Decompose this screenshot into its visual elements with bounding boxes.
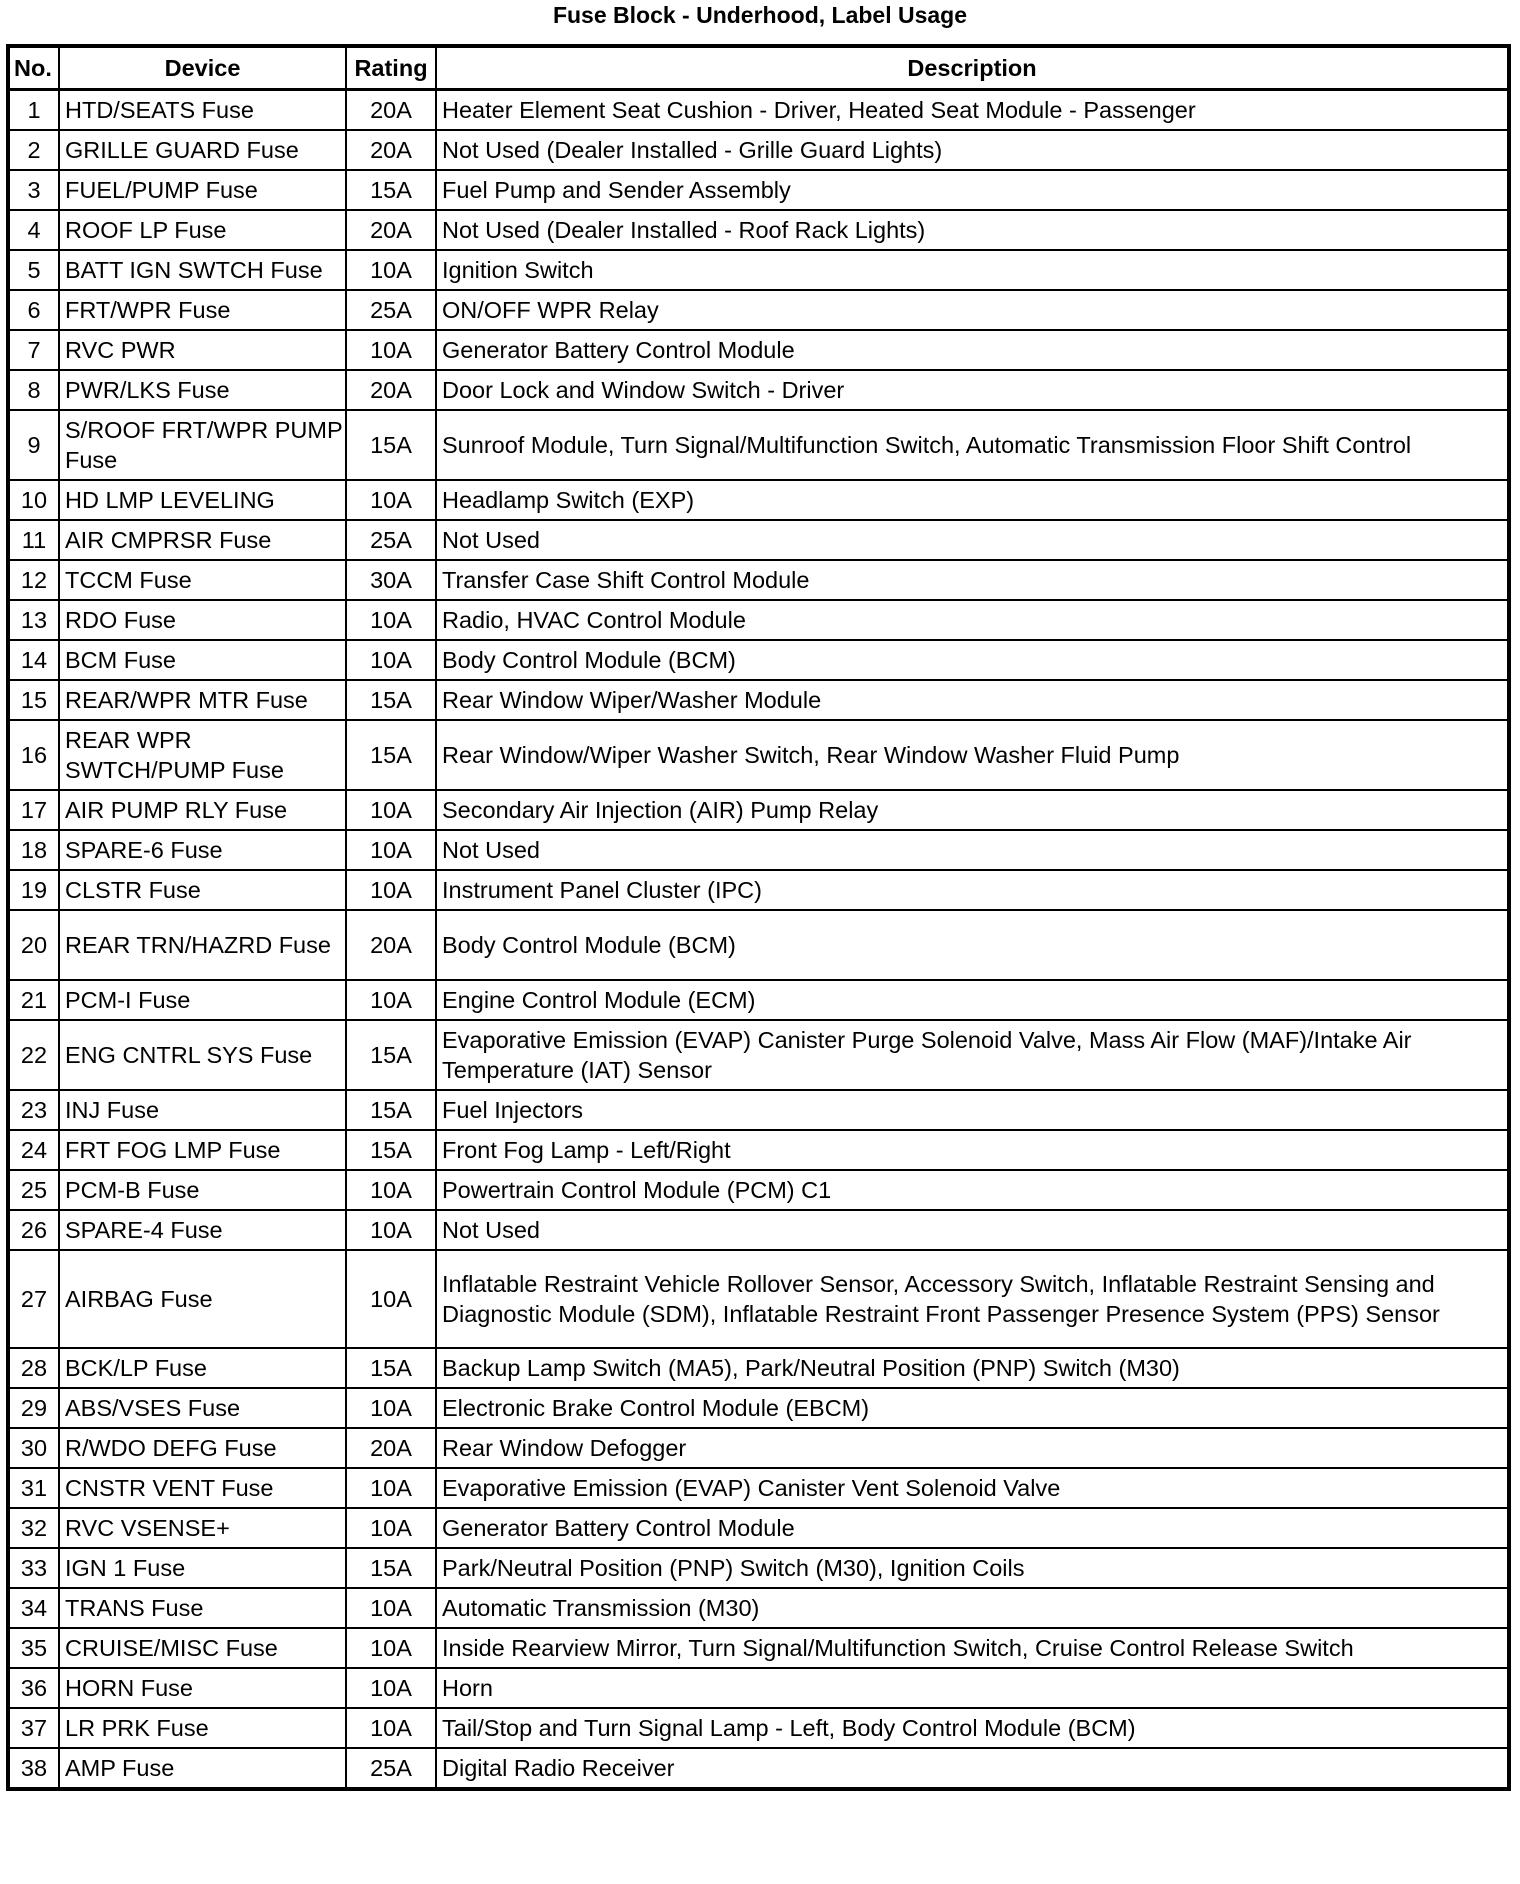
fuse-device: IGN 1 Fuse	[59, 1548, 346, 1588]
fuse-description: Rear Window Wiper/Washer Module	[436, 680, 1509, 720]
fuse-number: 30	[8, 1428, 59, 1468]
fuse-device: REAR WPR SWTCH/PUMP Fuse	[59, 720, 346, 790]
fuse-number: 23	[8, 1090, 59, 1130]
fuse-rating: 10A	[346, 1468, 436, 1508]
fuse-number: 36	[8, 1668, 59, 1708]
table-row	[8, 1708, 1509, 1748]
fuse-device: REAR/WPR MTR Fuse	[59, 680, 346, 720]
fuse-rating: 15A	[346, 1348, 436, 1388]
fuse-number: 26	[8, 1210, 59, 1250]
table-row	[8, 170, 1509, 210]
fuse-rating: 10A	[346, 1210, 436, 1250]
fuse-device: BCK/LP Fuse	[59, 1348, 346, 1388]
table-row	[8, 1090, 1509, 1130]
fuse-rating: 10A	[346, 830, 436, 870]
fuse-description: Rear Window Defogger	[436, 1428, 1509, 1468]
fuse-rating: 10A	[346, 480, 436, 520]
fuse-description: Evaporative Emission (EVAP) Canister Vent Solenoid Valve	[436, 1468, 1509, 1508]
table-row	[8, 1170, 1509, 1210]
table-row	[8, 410, 1509, 480]
table-row	[8, 680, 1509, 720]
table-row	[8, 520, 1509, 560]
fuse-number: 35	[8, 1628, 59, 1668]
table-row	[8, 1628, 1509, 1668]
fuse-description: Fuel Pump and Sender Assembly	[436, 170, 1509, 210]
fuse-device: CNSTR VENT Fuse	[59, 1468, 346, 1508]
fuse-number: 2	[8, 130, 59, 170]
fuse-description: Instrument Panel Cluster (IPC)	[436, 870, 1509, 910]
fuse-number: 19	[8, 870, 59, 910]
fuse-description: Not Used	[436, 830, 1509, 870]
table-row	[8, 1020, 1509, 1090]
fuse-device: S/ROOF FRT/WPR PUMP Fuse	[59, 410, 346, 480]
fuse-rating: 20A	[346, 210, 436, 250]
fuse-description: Not Used (Dealer Installed - Roof Rack Lights)	[436, 210, 1509, 250]
fuse-number: 14	[8, 640, 59, 680]
fuse-rating: 25A	[346, 520, 436, 560]
fuse-rating: 15A	[346, 680, 436, 720]
fuse-device: HTD/SEATS Fuse	[59, 90, 346, 131]
table-row	[8, 1210, 1509, 1250]
table-row	[8, 1130, 1509, 1170]
fuse-number: 21	[8, 980, 59, 1020]
table-row	[8, 130, 1509, 170]
fuse-description: Transfer Case Shift Control Module	[436, 560, 1509, 600]
fuse-number: 24	[8, 1130, 59, 1170]
fuse-number: 34	[8, 1588, 59, 1628]
table-row	[8, 90, 1509, 131]
fuse-number: 15	[8, 680, 59, 720]
fuse-rating: 10A	[346, 870, 436, 910]
fuse-description: Headlamp Switch (EXP)	[436, 480, 1509, 520]
fuse-number: 4	[8, 210, 59, 250]
fuse-description: Sunroof Module, Turn Signal/Multifunction Switch, Automatic Transmission Floor Shift Control	[436, 410, 1509, 480]
table-row	[8, 1588, 1509, 1628]
fuse-number: 16	[8, 720, 59, 790]
fuse-description: Door Lock and Window Switch - Driver	[436, 370, 1509, 410]
fuse-description: Body Control Module (BCM)	[436, 640, 1509, 680]
fuse-number: 5	[8, 250, 59, 290]
fuse-number: 13	[8, 600, 59, 640]
fuse-number: 25	[8, 1170, 59, 1210]
fuse-rating: 10A	[346, 1250, 436, 1348]
fuse-device: FUEL/PUMP Fuse	[59, 170, 346, 210]
table-row	[8, 1250, 1509, 1348]
table-row	[8, 1468, 1509, 1508]
fuse-rating: 25A	[346, 1748, 436, 1789]
fuse-description: Not Used (Dealer Installed - Grille Guard Lights)	[436, 130, 1509, 170]
fuse-description: Inflatable Restraint Vehicle Rollover Sensor, Accessory Switch, Inflatable Restraint Sensing and Diagnostic Module (SDM), Inflatable Restraint Front Passenger Presence System (PPS) Sensor	[436, 1250, 1509, 1348]
fuse-rating: 10A	[346, 790, 436, 830]
fuse-device: FRT FOG LMP Fuse	[59, 1130, 346, 1170]
fuse-rating: 25A	[346, 290, 436, 330]
fuse-device: AIRBAG Fuse	[59, 1250, 346, 1348]
table-row	[8, 480, 1509, 520]
fuse-description: Radio, HVAC Control Module	[436, 600, 1509, 640]
fuse-rating: 10A	[346, 600, 436, 640]
table-row	[8, 870, 1509, 910]
fuse-device: PCM-B Fuse	[59, 1170, 346, 1210]
fuse-rating: 10A	[346, 1508, 436, 1548]
fuse-device: BCM Fuse	[59, 640, 346, 680]
table-row	[8, 210, 1509, 250]
fuse-device: TRANS Fuse	[59, 1588, 346, 1628]
fuse-device: TCCM Fuse	[59, 560, 346, 600]
fuse-description: Not Used	[436, 1210, 1509, 1250]
table-row	[8, 1548, 1509, 1588]
table-row	[8, 290, 1509, 330]
fuse-rating: 20A	[346, 90, 436, 131]
fuse-device: RDO Fuse	[59, 600, 346, 640]
fuse-rating: 10A	[346, 1170, 436, 1210]
fuse-device: CLSTR Fuse	[59, 870, 346, 910]
fuse-rating: 15A	[346, 170, 436, 210]
fuse-rating: 15A	[346, 410, 436, 480]
fuse-number: 8	[8, 370, 59, 410]
fuse-device: R/WDO DEFG Fuse	[59, 1428, 346, 1468]
fuse-rating: 10A	[346, 1628, 436, 1668]
fuse-number: 33	[8, 1548, 59, 1588]
fuse-number: 29	[8, 1388, 59, 1428]
table-row	[8, 1508, 1509, 1548]
fuse-description: Generator Battery Control Module	[436, 330, 1509, 370]
fuse-description: Park/Neutral Position (PNP) Switch (M30), Ignition Coils	[436, 1548, 1509, 1588]
fuse-number: 20	[8, 910, 59, 980]
table-header-row	[8, 46, 1509, 90]
fuse-rating: 10A	[346, 1388, 436, 1428]
fuse-description: Front Fog Lamp - Left/Right	[436, 1130, 1509, 1170]
fuse-device: CRUISE/MISC Fuse	[59, 1628, 346, 1668]
fuse-number: 38	[8, 1748, 59, 1789]
fuse-description: Horn	[436, 1668, 1509, 1708]
table-row	[8, 1748, 1509, 1789]
fuse-rating: 20A	[346, 130, 436, 170]
fuse-device: HD LMP LEVELING	[59, 480, 346, 520]
table-row	[8, 600, 1509, 640]
table-body	[8, 90, 1509, 1790]
fuse-number: 3	[8, 170, 59, 210]
fuse-device: AIR PUMP RLY Fuse	[59, 790, 346, 830]
fuse-description: Inside Rearview Mirror, Turn Signal/Multifunction Switch, Cruise Control Release Switch	[436, 1628, 1509, 1668]
column-header-device: Device	[59, 46, 346, 90]
column-header-no: No.	[8, 46, 59, 90]
fuse-number: 10	[8, 480, 59, 520]
fuse-number: 37	[8, 1708, 59, 1748]
fuse-rating: 20A	[346, 1428, 436, 1468]
table-row	[8, 980, 1509, 1020]
fuse-device: BATT IGN SWTCH Fuse	[59, 250, 346, 290]
fuse-rating: 15A	[346, 720, 436, 790]
fuse-description: Backup Lamp Switch (MA5), Park/Neutral Position (PNP) Switch (M30)	[436, 1348, 1509, 1388]
fuse-device: ENG CNTRL SYS Fuse	[59, 1020, 346, 1090]
fuse-number: 18	[8, 830, 59, 870]
fuse-number: 1	[8, 90, 59, 131]
fuse-description: Heater Element Seat Cushion - Driver, Heated Seat Module - Passenger	[436, 90, 1509, 131]
fuse-number: 28	[8, 1348, 59, 1388]
fuse-number: 17	[8, 790, 59, 830]
fuse-device: ROOF LP Fuse	[59, 210, 346, 250]
fuse-description: Rear Window/Wiper Washer Switch, Rear Window Washer Fluid Pump	[436, 720, 1509, 790]
fuse-description: Automatic Transmission (M30)	[436, 1588, 1509, 1628]
table-row	[8, 910, 1509, 980]
fuse-device: PWR/LKS Fuse	[59, 370, 346, 410]
fuse-device: AIR CMPRSR Fuse	[59, 520, 346, 560]
fuse-rating: 15A	[346, 1090, 436, 1130]
table-row	[8, 640, 1509, 680]
fuse-description: Not Used	[436, 520, 1509, 560]
fuse-description: Digital Radio Receiver	[436, 1748, 1509, 1789]
table-row	[8, 790, 1509, 830]
fuse-description: Ignition Switch	[436, 250, 1509, 290]
fuse-rating: 10A	[346, 330, 436, 370]
column-header-description: Description	[436, 46, 1509, 90]
page-title: Fuse Block - Underhood, Label Usage	[552, 2, 968, 28]
table-row	[8, 720, 1509, 790]
fuse-device: RVC PWR	[59, 330, 346, 370]
fuse-number: 27	[8, 1250, 59, 1348]
table-row	[8, 560, 1509, 600]
fuse-description: Fuel Injectors	[436, 1090, 1509, 1130]
column-header-rating: Rating	[346, 46, 436, 90]
fuse-device: GRILLE GUARD Fuse	[59, 130, 346, 170]
fuse-rating: 10A	[346, 640, 436, 680]
fuse-rating: 10A	[346, 1708, 436, 1748]
fuse-device: FRT/WPR Fuse	[59, 290, 346, 330]
fuse-rating: 20A	[346, 370, 436, 410]
fuse-rating: 20A	[346, 910, 436, 980]
table-row	[8, 370, 1509, 410]
fuse-device: RVC VSENSE+	[59, 1508, 346, 1548]
fuse-number: 32	[8, 1508, 59, 1548]
fuse-device: ABS/VSES Fuse	[59, 1388, 346, 1428]
fuse-description: Engine Control Module (ECM)	[436, 980, 1509, 1020]
fuse-device: LR PRK Fuse	[59, 1708, 346, 1748]
fuse-rating: 10A	[346, 1588, 436, 1628]
fuse-rating: 15A	[346, 1548, 436, 1588]
table-row	[8, 250, 1509, 290]
table-row	[8, 1668, 1509, 1708]
fuse-number: 6	[8, 290, 59, 330]
fuse-rating: 10A	[346, 1668, 436, 1708]
table-row	[8, 1388, 1509, 1428]
fuse-description: Evaporative Emission (EVAP) Canister Purge Solenoid Valve, Mass Air Flow (MAF)/Intake Air Temperature (IAT) Sensor	[436, 1020, 1509, 1090]
fuse-number: 9	[8, 410, 59, 480]
fuse-description: Secondary Air Injection (AIR) Pump Relay	[436, 790, 1509, 830]
table-row	[8, 1348, 1509, 1388]
fuse-description: Tail/Stop and Turn Signal Lamp - Left, Body Control Module (BCM)	[436, 1708, 1509, 1748]
fuse-rating: 10A	[346, 250, 436, 290]
fuse-device: SPARE-6 Fuse	[59, 830, 346, 870]
fuse-description: Electronic Brake Control Module (EBCM)	[436, 1388, 1509, 1428]
fuse-device: SPARE-4 Fuse	[59, 1210, 346, 1250]
fuse-rating: 15A	[346, 1130, 436, 1170]
fuse-rating: 15A	[346, 1020, 436, 1090]
fuse-rating: 30A	[346, 560, 436, 600]
fuse-device: AMP Fuse	[59, 1748, 346, 1789]
table-row	[8, 330, 1509, 370]
fuse-device: PCM-I Fuse	[59, 980, 346, 1020]
fuse-description: Body Control Module (BCM)	[436, 910, 1509, 980]
fuse-device: HORN Fuse	[59, 1668, 346, 1708]
fuse-rating: 10A	[346, 980, 436, 1020]
table-row	[8, 1428, 1509, 1468]
fuse-number: 7	[8, 330, 59, 370]
table-row	[8, 830, 1509, 870]
fuse-number: 12	[8, 560, 59, 600]
fuse-table	[6, 44, 1511, 1791]
fuse-device: INJ Fuse	[59, 1090, 346, 1130]
fuse-number: 11	[8, 520, 59, 560]
fuse-description: ON/OFF WPR Relay	[436, 290, 1509, 330]
fuse-number: 22	[8, 1020, 59, 1090]
fuse-device: REAR TRN/HAZRD Fuse	[59, 910, 346, 980]
fuse-number: 31	[8, 1468, 59, 1508]
fuse-description: Generator Battery Control Module	[436, 1508, 1509, 1548]
fuse-description: Powertrain Control Module (PCM) C1	[436, 1170, 1509, 1210]
